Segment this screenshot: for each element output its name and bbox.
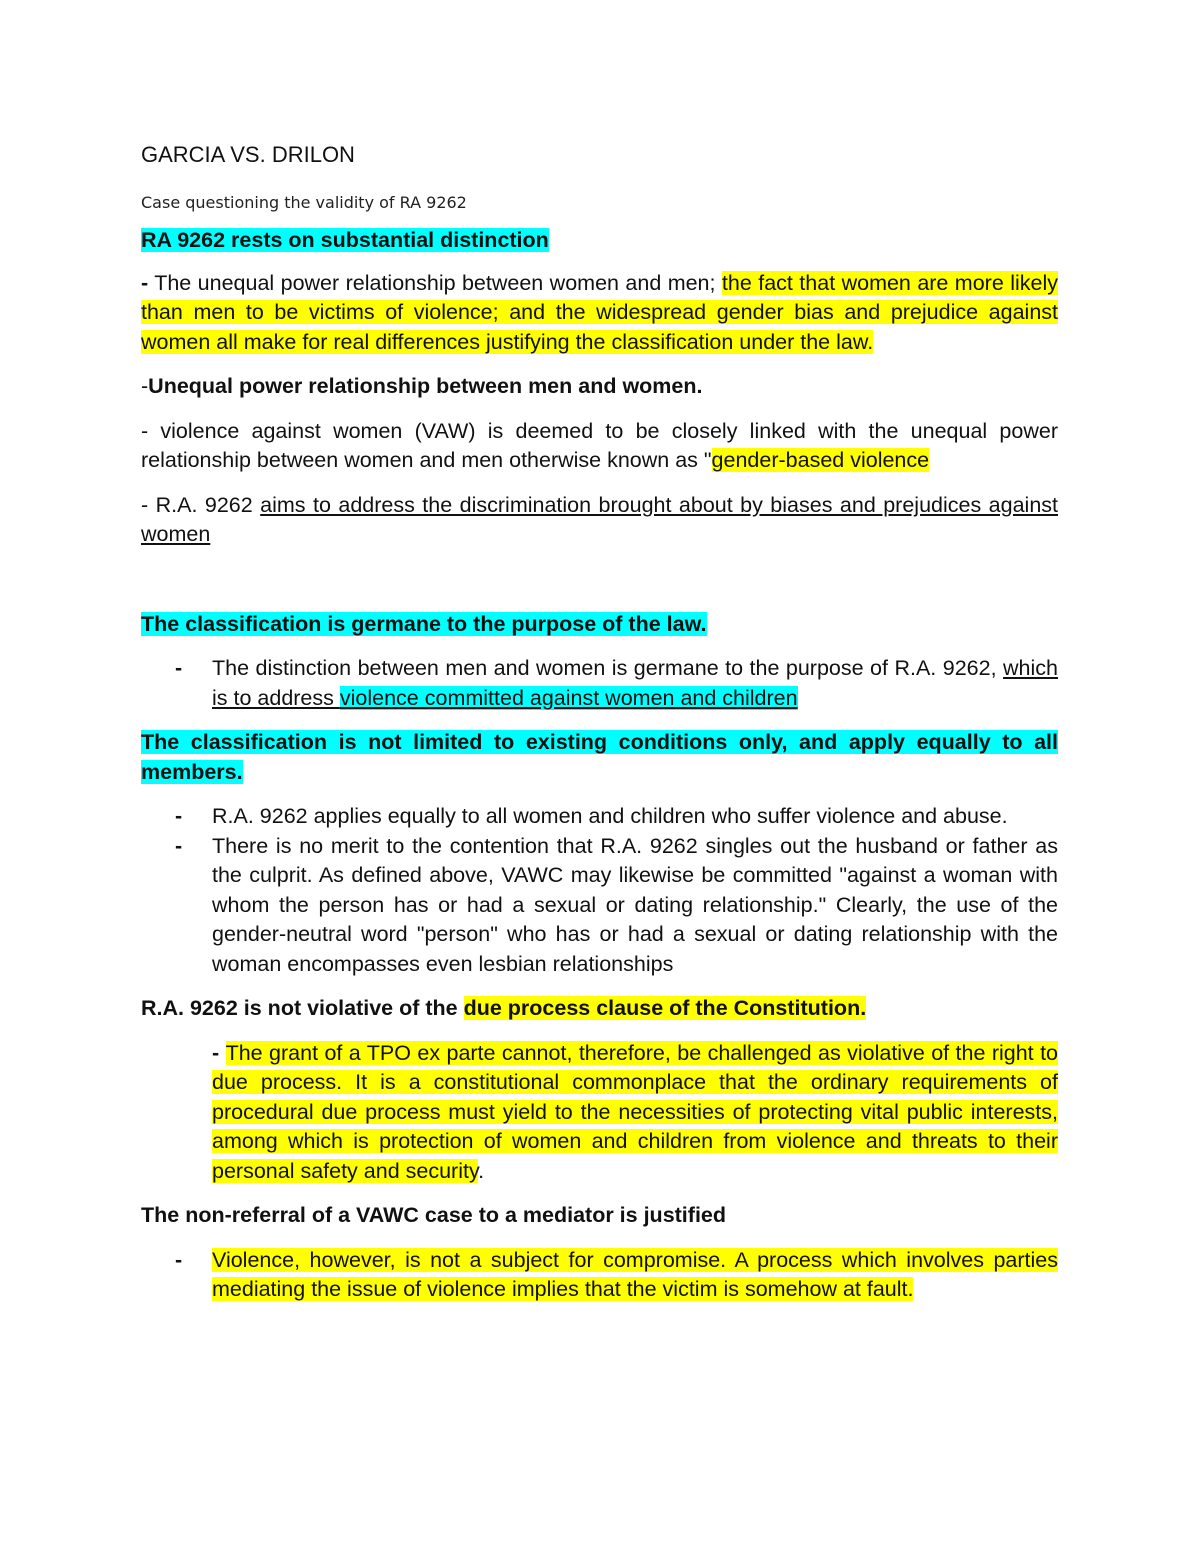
paragraph-unequal-power: - The unequal power relationship between women and men; the fact that women are more likely than men to be victims of violence; and the widespread gender bias and prejudice against women all make for real differences justifying the classification under the law. — [141, 270, 1059, 354]
bullet-germane: - The distinction between men and women is germane to the purpose of R.A. 9262, which is to address violence committed against women and children — [175, 656, 1058, 710]
paragraph-ra-aims: - R.A. 9262 aims to address the discrimination brought about by biases and prejudices against women — [141, 492, 1058, 546]
document-page — [141, 140, 1058, 1305]
subheading-unequal-power: -Unequal power relationship between men and women. — [141, 374, 703, 398]
bullet-no-merit: - There is no merit to the contention that R.A. 9262 singles out the husband or father as the culprit. As defined above, VAWC may likewise be committed "against a woman with whom the person has or had a sexual or dating relationship." Clearly, the use of the gender-neutral word "person" who has or had a sexual or dating relationship with the woman encompasses even lesbian relationships — [175, 833, 1058, 976]
bullet-applies-equally: - R.A. 9262 applies equally to all women and children who suffer violence and abuse. — [175, 804, 1008, 828]
paragraph-tpo: - The grant of a TPO ex parte cannot, therefore, be challenged as violative of the right to due process. It is a constitutional commonplace that the ordinary requirements of procedural due process must yield to the necessities of protecting vital public interests, among which is protection of women and children from violence and threats to their personal safety and security. — [212, 1040, 1058, 1183]
heading-not-limited: The classification is not limited to existing conditions only, and apply equally to all members. — [141, 730, 1058, 784]
heading-due-process: R.A. 9262 is not violative of the due process clause of the Constitution. — [141, 996, 867, 1020]
heading-non-referral: The non-referral of a VAWC case to a mediator is justified — [141, 1203, 727, 1227]
heading-germane: The classification is germane to the purpose of the law. — [141, 611, 707, 636]
bullet-violence-compromise: - Violence, however, is not a subject for compromise. A process which involves parties mediating the issue of violence implies that the victim is somehow at fault. — [175, 1247, 1058, 1301]
subtitle: Case questioning the validity of RA 9262 — [141, 193, 467, 212]
paragraph-vaw: - violence against women (VAW) is deemed to be closely linked with the unequal power relationship between women and men otherwise known as "gender-based violence — [141, 418, 1058, 472]
page-title: GARCIA VS. DRILON — [141, 142, 355, 167]
heading-substantial-distinction: RA 9262 rests on substantial distinction — [141, 228, 549, 252]
